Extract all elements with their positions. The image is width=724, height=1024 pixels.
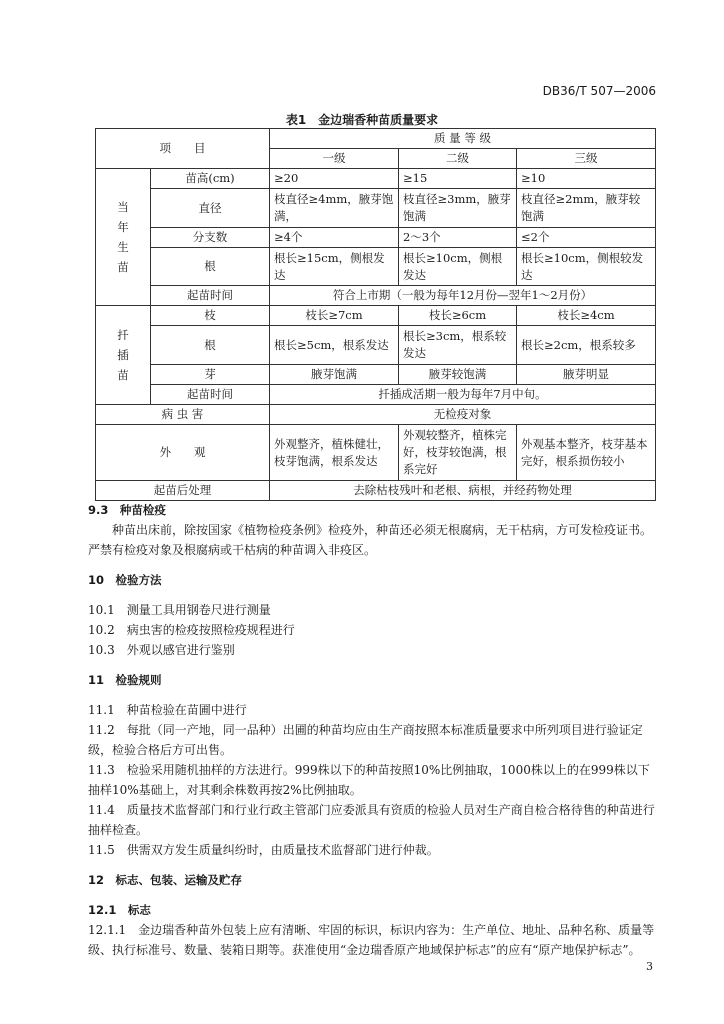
table-cell: 符合上市期（一般为每年12月份—翌年1～2月份）: [270, 286, 656, 306]
table-cell: ≥15: [399, 169, 517, 189]
header-grade-1: 一级: [270, 149, 399, 169]
table-cell: 外观整齐，植株健壮，枝芽饱满，根系发达: [270, 425, 399, 481]
group-label-current-year: 当年生苗: [96, 169, 151, 306]
table-cell: 根长≥10cm，侧根较发达: [517, 248, 656, 286]
list-item: 11.5 供需双方发生质量纠纷时，由质量技术监督部门进行仲裁。: [88, 843, 439, 857]
table-cell: 枝直径≥4mm，腋芽饱满，: [270, 189, 399, 228]
row-label: 起苗后处理: [96, 481, 270, 501]
document-id: DB36/T 507—2006: [542, 84, 656, 98]
header-grade-3: 三级: [517, 149, 656, 169]
section-heading: 11 检验规则: [88, 673, 162, 687]
table-cell: 根长≥3cm，根系较发达: [399, 326, 517, 365]
list-item: 10.3 外观以感官进行鉴别: [88, 643, 235, 657]
table-cell: 2～3个: [399, 228, 517, 248]
table-cell: 扦插成活期一般为每年7月中旬。: [270, 385, 656, 405]
section-heading: 10 检验方法: [88, 573, 162, 587]
body-text: [88, 500, 660, 960]
row-label: 起苗时间: [151, 385, 270, 405]
table-cell: ≥10: [517, 169, 656, 189]
header-grade-2: 二级: [399, 149, 517, 169]
list-item: 11.4 质量技术监督部门和行业行政主管部门应委派具有资质的检验人员对生产商自检合格待售的种苗进行抽样检查。: [88, 803, 655, 837]
table-cell: 腋芽较饱满: [399, 365, 517, 385]
table-caption: 表1 金边瑞香种苗质量要求: [285, 113, 439, 127]
section-heading: 9.3 种苗检疫: [88, 503, 166, 517]
table-cell: 无检疫对象: [270, 405, 656, 425]
list-item: 11.2 每批（同一产地，同一品种）出圃的种苗均应由生产商按照本标准质量要求中所列项目进行验证定级，检验合格后方可出售。: [88, 723, 643, 757]
table-cell: 枝长≥4cm: [517, 306, 656, 326]
row-label: 苗高(cm): [151, 169, 270, 189]
quality-requirements-table: [95, 128, 656, 501]
group-label-cutting: 扦插苗: [96, 306, 151, 405]
table-cell: 枝长≥7cm: [270, 306, 399, 326]
table-cell: 外观较整齐，植株完好，枝芽较饱满，根系完好: [399, 425, 517, 481]
table-cell: ≤2个: [517, 228, 656, 248]
list-item: 11.3 检验采用随机抽样的方法进行。999株以下的种苗按照10%比例抽取，1000株以上的在999株以下抽样10%基础上，对其剩余株数再按2%比例抽取。: [88, 763, 650, 797]
row-label: 病 虫 害: [96, 405, 270, 425]
row-label: 芽: [151, 365, 270, 385]
table-cell: 腋芽明显: [517, 365, 656, 385]
row-label: 根: [151, 248, 270, 286]
row-label: 直径: [151, 189, 270, 228]
row-label: 外 观: [96, 425, 270, 481]
table-cell: 外观基本整齐，枝芽基本完好，根系损伤较小: [517, 425, 656, 481]
table-cell: 根长≥15cm，侧根发达: [270, 248, 399, 286]
table-cell: 根长≥5cm，根系发达: [270, 326, 399, 365]
table-cell: 腋芽饱满: [270, 365, 399, 385]
paragraph: 种苗出床前，除按国家《植物检疫条例》检疫外，种苗还必须无根腐病，无干枯病，方可发检疫证书。严禁有检疫对象及根腐病或干枯病的种苗调入非疫区。: [88, 523, 653, 557]
page-number: 3: [646, 960, 653, 973]
table-cell: 枝长≥6cm: [399, 306, 517, 326]
table-cell: 去除枯枝残叶和老根、病根，并经药物处理: [270, 481, 656, 501]
header-item: 项 目: [96, 129, 270, 169]
table-cell: 枝直径≥2mm，腋芽较饱满: [517, 189, 656, 228]
list-item: 11.1 种苗检验在苗圃中进行: [88, 703, 247, 717]
list-item: 10.2 病虫害的检疫按照检疫规程进行: [88, 623, 295, 637]
list-item: 10.1 测量工具用钢卷尺进行测量: [88, 603, 271, 617]
header-grade: 质 量 等 级: [270, 129, 656, 149]
table-cell: 根长≥10cm，侧根发达: [399, 248, 517, 286]
row-label: 枝: [151, 306, 270, 326]
row-label: 根: [151, 326, 270, 365]
row-label: 起苗时间: [151, 286, 270, 306]
table-cell: 枝直径≥3mm，腋芽饱满: [399, 189, 517, 228]
section-heading: 12 标志、包装、运输及贮存: [88, 873, 243, 887]
row-label: 分支数: [151, 228, 270, 248]
subsection-heading: 12.1 标志: [88, 903, 151, 917]
table-cell: ≥20: [270, 169, 399, 189]
list-item: 12.1.1 金边瑞香种苗外包装上应有清晰、牢固的标识，标识内容为：生产单位、地址、品种名称、质量等级、执行标准号、数量、装箱日期等。获准使用“金边瑞香原产地域保护标志”的应有“原产地保护标志”。: [88, 923, 655, 957]
table-cell: 根长≥2cm，根系较多: [517, 326, 656, 365]
table-cell: ≥4个: [270, 228, 399, 248]
